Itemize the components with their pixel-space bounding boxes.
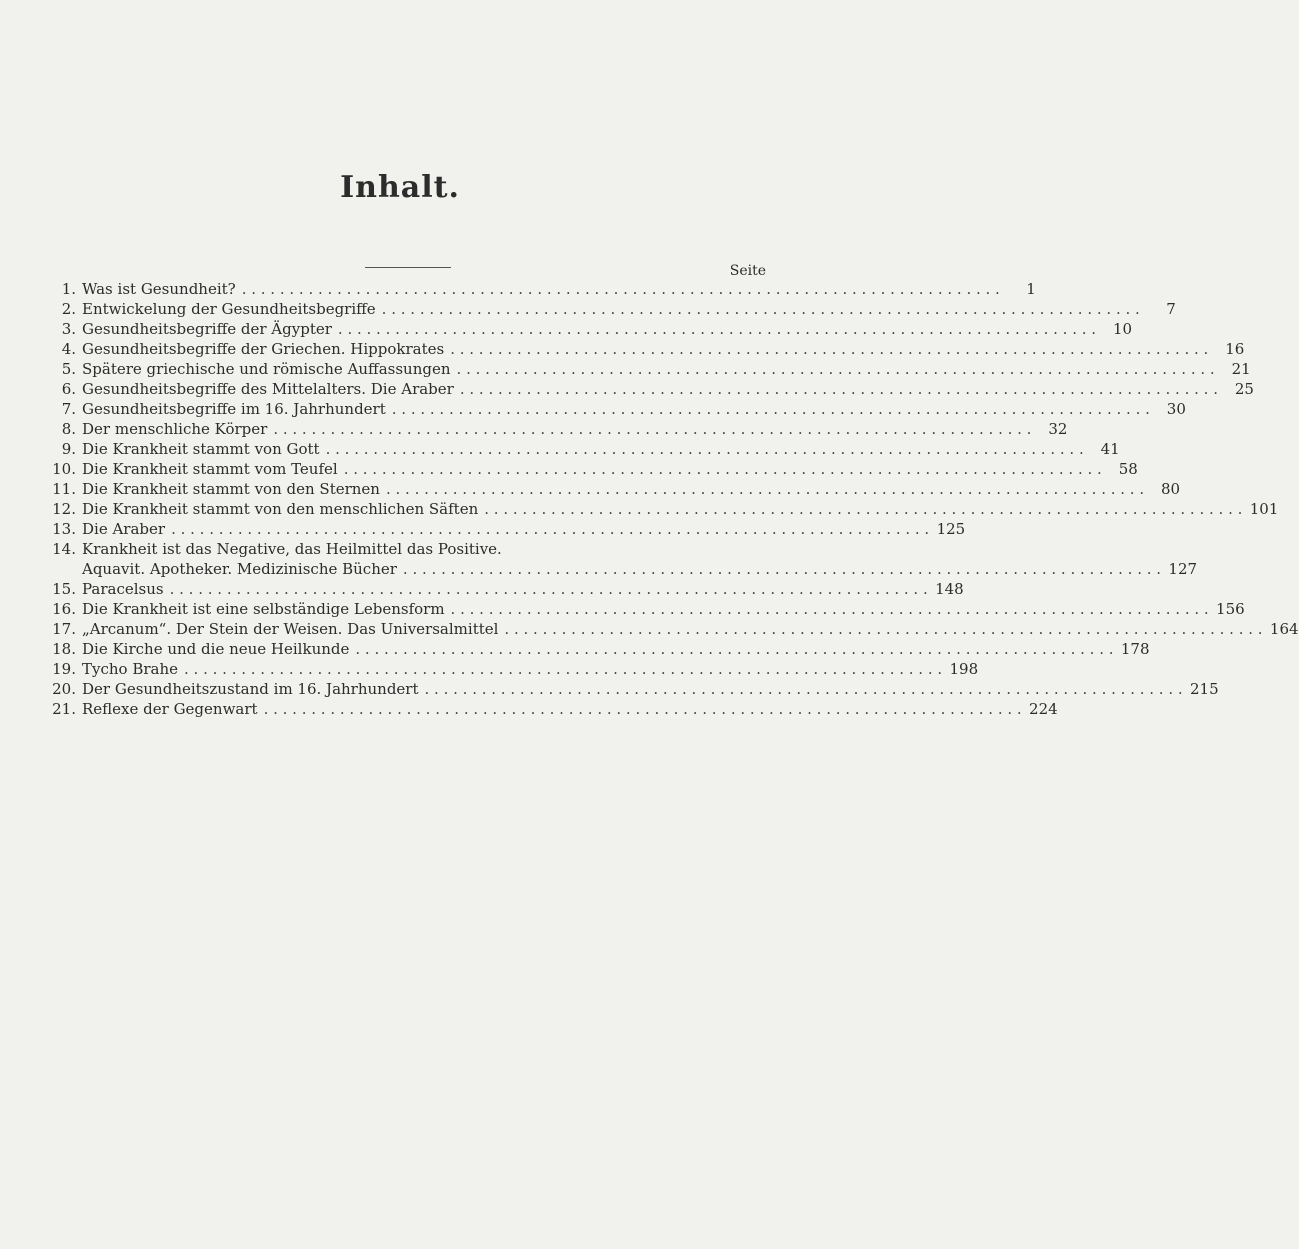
toc-entry-page: 21 xyxy=(1231,360,1251,378)
dot-leader xyxy=(326,439,1084,459)
toc-entry-number: 14. xyxy=(52,540,76,558)
toc-entry xyxy=(46,699,1058,719)
dot-leader xyxy=(392,399,1150,419)
toc-entry xyxy=(46,579,964,599)
toc-entry-title: Entwickelung der Gesundheitsbegriffe xyxy=(82,300,376,318)
toc-entry-page: 80 xyxy=(1161,480,1181,498)
toc-entry xyxy=(46,359,1251,379)
dot-leader xyxy=(450,339,1208,359)
toc-entry-title: Gesundheitsbegriffe der Ägypter xyxy=(82,320,332,338)
toc-entry-number: 12. xyxy=(52,500,76,518)
toc-entry-number: 13. xyxy=(52,520,76,538)
toc-entry-title: Gesundheitsbegriffe der Griechen. Hippokrates xyxy=(82,340,445,358)
toc-entry-title: Die Krankheit stammt von den Sternen xyxy=(82,480,380,498)
toc-entry-number: 8. xyxy=(61,420,76,438)
toc-entry-page: 148 xyxy=(935,580,964,598)
toc-entry xyxy=(46,419,1068,439)
toc-entry-page: 224 xyxy=(1029,700,1058,718)
toc-entry-title: Die Krankheit stammt vom Teufel xyxy=(82,460,338,478)
toc-entry-number: 7. xyxy=(61,400,76,418)
dot-leader xyxy=(403,559,1161,579)
toc-entry-page: 7 xyxy=(1166,300,1176,318)
toc-entry-title: Krankheit ist das Negative, das Heilmittel das Positive. xyxy=(82,540,502,558)
toc-entry xyxy=(46,399,1186,419)
dot-leader xyxy=(184,659,942,679)
dot-leader xyxy=(451,599,1209,619)
toc-entry-page: 101 xyxy=(1249,500,1279,518)
toc-entry-page: 41 xyxy=(1100,440,1120,458)
toc-entry xyxy=(46,679,1219,699)
dot-leader xyxy=(457,359,1215,379)
toc-entry-number: 2. xyxy=(61,300,76,318)
toc-entry-title: Tycho Brahe xyxy=(82,660,179,678)
toc-entry-number: 17. xyxy=(52,620,76,638)
toc-entry-title: Die Krankheit stammt von Gott xyxy=(82,440,320,458)
page-column-label: Seite xyxy=(729,263,766,279)
dot-leader xyxy=(355,639,1113,659)
dot-leader xyxy=(242,279,1000,299)
toc-entry-page: 125 xyxy=(936,520,966,538)
toc-entry-title: Reflexe der Gegenwart xyxy=(82,700,258,718)
toc-entry-page: 30 xyxy=(1166,400,1186,418)
toc-entry xyxy=(46,519,966,539)
toc-entry xyxy=(46,659,979,679)
toc-entry-title: Paracelsus xyxy=(82,580,164,598)
toc-entry-number: 18. xyxy=(52,640,76,658)
toc-entry-number: 10. xyxy=(52,460,76,478)
toc-entry-title: Die Krankheit stammt von den menschlichen Säften xyxy=(82,500,479,518)
toc-entry xyxy=(46,459,1138,479)
toc-entry-title: Spätere griechische und römische Auffassungen xyxy=(82,360,451,378)
toc-entry-title: „Arcanum“. Der Stein der Weisen. Das Universalmittel xyxy=(82,620,499,638)
toc-entry-number: 16. xyxy=(52,600,76,618)
toc-entry xyxy=(46,639,1150,659)
toc-entry-number: 15. xyxy=(52,580,76,598)
toc-entry-title: Der menschliche Körper xyxy=(82,420,268,438)
toc-entry-page: 156 xyxy=(1216,600,1245,618)
toc-entry-page: 127 xyxy=(1168,560,1198,578)
dot-leader xyxy=(338,319,1096,339)
dot-leader xyxy=(382,299,1140,319)
toc-entry-number: 1. xyxy=(61,280,76,298)
toc-entry-page: 58 xyxy=(1118,460,1138,478)
dot-leader xyxy=(344,459,1102,479)
toc-entry xyxy=(46,539,1198,579)
title-divider xyxy=(365,267,451,268)
dot-leader xyxy=(425,679,1183,699)
toc-entry-page: 1 xyxy=(1026,280,1036,298)
toc-entry-title-continued: Aquavit. Apotheker. Medizinische Bücher xyxy=(82,560,397,578)
toc-entry-page: 16 xyxy=(1225,340,1245,358)
toc-entry xyxy=(46,339,1245,359)
dot-leader xyxy=(484,499,1242,519)
toc-entry xyxy=(46,299,1176,319)
toc-entry-title: Der Gesundheitszustand im 16. Jahrhundert xyxy=(82,680,419,698)
dot-leader xyxy=(264,699,1022,719)
toc-entry-page: 215 xyxy=(1190,680,1219,698)
toc-entry-number: 6. xyxy=(61,380,76,398)
toc-entry-number: 19. xyxy=(52,660,76,678)
toc-entry xyxy=(46,279,1036,299)
toc-entry-title: Die Kirche und die neue Heilkunde xyxy=(82,640,350,658)
toc-entry-number: 3. xyxy=(61,320,76,338)
toc-entry-title: Die Krankheit ist eine selbständige Lebensform xyxy=(82,600,445,618)
toc-entry xyxy=(46,599,1245,619)
toc-entry-page: 10 xyxy=(1112,320,1133,338)
toc-entry-title: Die Araber xyxy=(82,520,166,538)
dot-leader xyxy=(386,479,1144,499)
toc-entry xyxy=(46,439,1120,459)
toc-entry xyxy=(46,379,1254,399)
toc-entry-page: 164 xyxy=(1269,620,1299,638)
dot-leader xyxy=(460,379,1218,399)
toc-entry-title: Gesundheitsbegriffe des Mittelalters. Die Araber xyxy=(82,380,454,398)
toc-entry-number: 21. xyxy=(52,700,76,718)
table-of-contents xyxy=(46,279,1299,719)
toc-entry xyxy=(46,319,1133,339)
dot-leader xyxy=(273,419,1031,439)
toc-entry xyxy=(46,499,1279,519)
toc-entry-number: 4. xyxy=(61,340,76,358)
toc-entry-number: 9. xyxy=(61,440,76,458)
dot-leader xyxy=(504,619,1262,639)
toc-entry-page: 32 xyxy=(1048,420,1068,438)
toc-entry-title: Gesundheitsbegriffe im 16. Jahrhundert xyxy=(82,400,386,418)
toc-entry xyxy=(46,479,1181,499)
toc-entry-number: 5. xyxy=(61,360,76,378)
dot-leader xyxy=(170,579,928,599)
toc-entry-page: 25 xyxy=(1234,380,1254,398)
toc-entry-number: 20. xyxy=(52,680,76,698)
toc-entry-number: 11. xyxy=(52,480,76,498)
dot-leader xyxy=(171,519,929,539)
page-title: Inhalt. xyxy=(340,170,460,205)
toc-entry-title: Was ist Gesundheit? xyxy=(82,280,236,298)
toc-entry-page: 198 xyxy=(949,660,979,678)
toc-entry xyxy=(46,619,1299,639)
toc-entry-page: 178 xyxy=(1120,640,1150,658)
